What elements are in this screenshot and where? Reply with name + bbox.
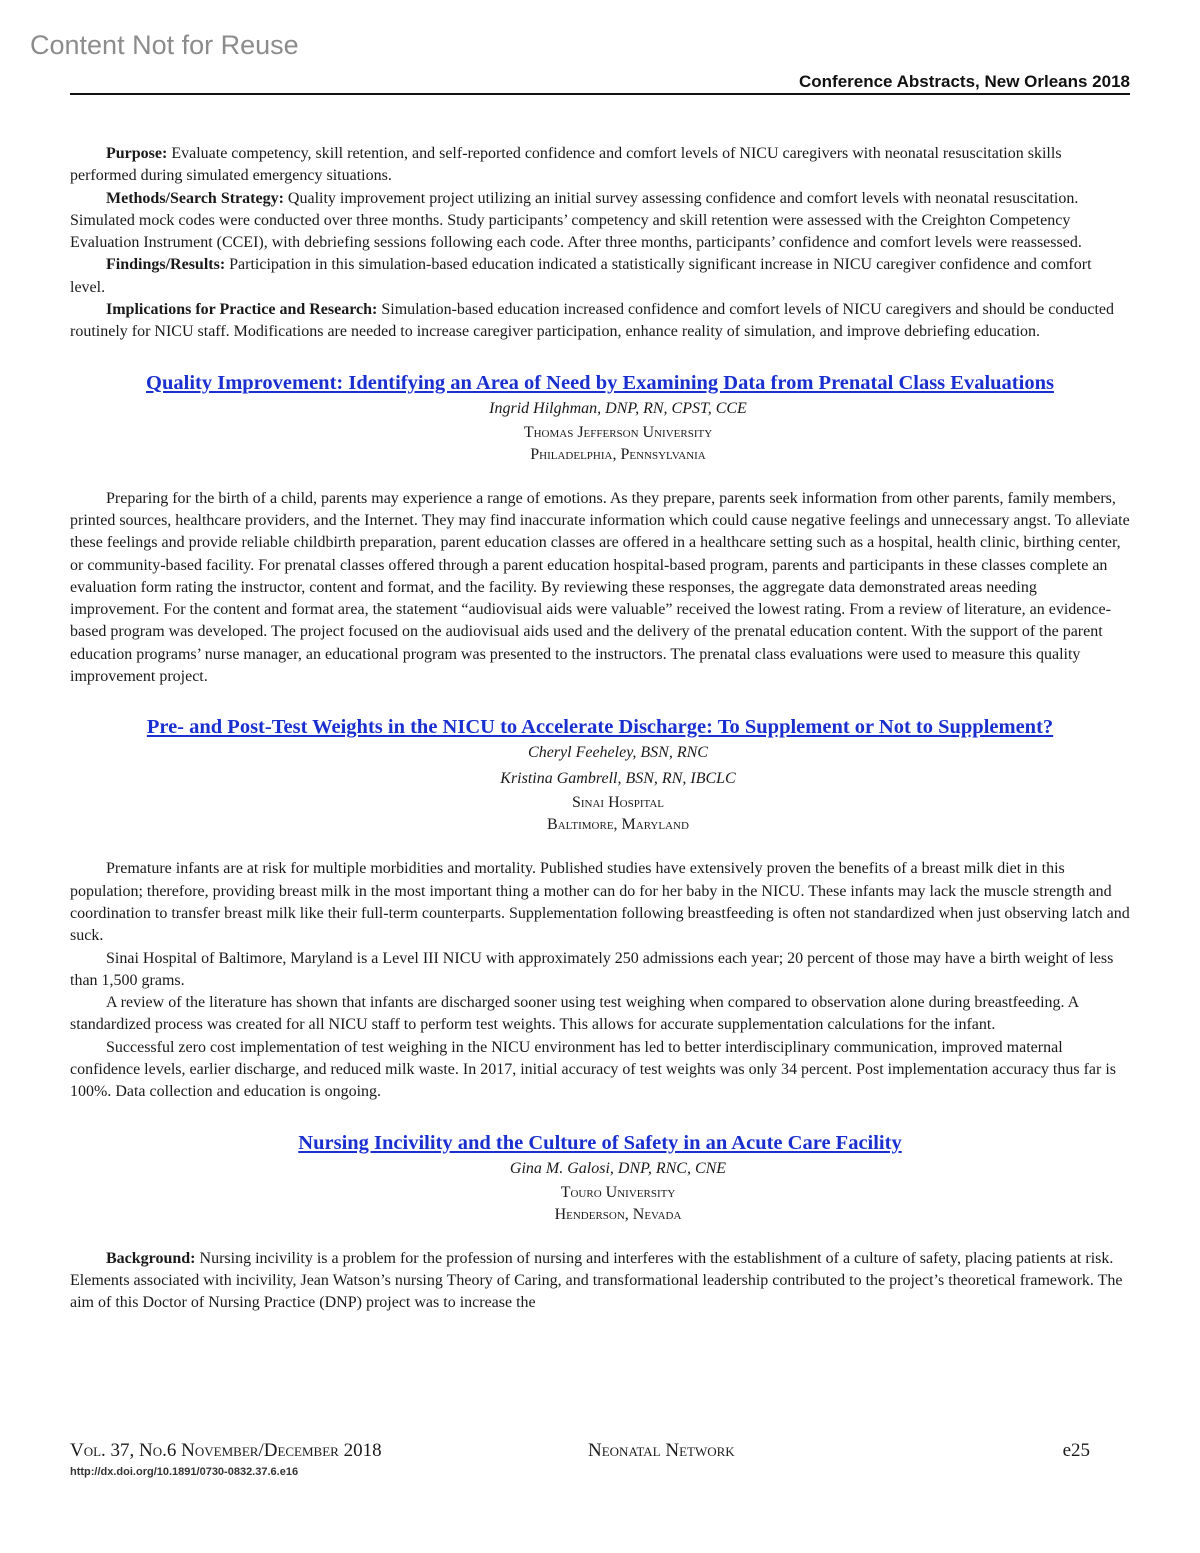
paragraph-lead: Implications for Practice and Research: [106,301,378,319]
affiliation-institution: Thomas Jefferson University [523,423,713,441]
author: Kristina Gambrell, BSN, RN, IBCLC [500,770,736,788]
watermark: Content Not for Reuse [30,30,299,60]
paragraph-lead: Findings/Results: [106,256,226,274]
continued-abstract [70,143,1130,344]
volume-issue: Vol. 37, No.6 November/December 2018 [70,1440,382,1461]
paragraph-lead: Background: [106,1249,196,1267]
abstract-paragraph: A review of the literature has shown that infants are discharged sooner using test weighing when compared to observation alone during breastfeeding. A standardized process was created for all NICU staff to perform test weights. This allows for accurate supplementation calculations for the infant. [70,994,1079,1034]
page-content [70,143,1130,1315]
paragraph-text: Nursing incivility is a problem for the profession of nursing and interferes with the establishment of a culture of safety, placing patients at risk. Elements associated with incivility, Jean Watson’s nursing Theory of Caring, and transformational leadership contributed to the project’s theoretical framework. The aim of this Doctor of Nursing Practice (DNP) project was to increase the [70,1249,1123,1312]
author: Ingrid Hilghman, DNP, RN, CPST, CCE [489,399,747,417]
running-head: Conference Abstracts, New Orleans 2018 [798,72,1130,91]
header-rule [70,93,1130,95]
abstract-test-weights [70,714,1130,1103]
paragraph-text: Participation in this simulation-based education indicated a statistically significant increase in NICU caregiver confidence and comfort level. [70,256,1092,296]
abstract-paragraph [70,188,1130,255]
author: Gina M. Galosi, DNP, RNC, CNE [509,1159,727,1177]
author: Cheryl Feeheley, BSN, RNC [528,744,708,762]
abstract-title-link[interactable]: Nursing Incivility and the Culture of Safety in an Acute Care Facility [298,1131,902,1154]
affiliation-location: Philadelphia, Pennsylvania [530,445,706,463]
page-number: e25 [1062,1440,1090,1461]
paragraph-lead: Methods/Search Strategy: [106,189,284,207]
paragraph-text: Quality improvement project utilizing an initial survey assessing confidence and comfort levels with neonatal resuscitation. Simulated mock codes were conducted over three months. Study participants’ competency and skill retention were assessed with the Creighton Competency Evaluation Instrument (CCEI), with debriefing sessions following each code. After three months, participants’ confidence and comfort levels were reassessed. [70,189,1082,252]
doi-link[interactable]: http://dx.doi.org/10.1891/0730-0832.37.6.e16 [70,1466,299,1478]
affiliation-institution: Sinai Hospital [571,794,664,812]
affiliation-institution: Touro University [560,1183,676,1201]
abstract-paragraph [70,299,1130,344]
abstract-nursing-incivility [70,1130,1130,1315]
journal-name: Neonatal Network [588,1440,735,1461]
abstract-paragraph: Premature infants are at risk for multiple morbidities and mortality. Published studies have extensively proven the benefits of a breast milk diet in this population; therefore, providing breast milk in the most important thing a mother can do for her baby in the NICU. These infants may lack the muscle strength and coordination to transfer breast milk like their full-term counterparts. Supplementation following breastfeeding is often not standardized when just observing latch and suck. [70,860,1130,945]
abstract-prenatal-class [70,370,1130,689]
abstract-paragraph [70,1248,1130,1315]
abstract-paragraph: Sinai Hospital of Baltimore, Maryland is a Level III NICU with approximately 250 admissions each year; 20 percent of those may have a birth weight of less than 1,500 grams. [70,949,1114,989]
affiliation-location: Baltimore, Maryland [547,816,689,834]
abstract-paragraph: Successful zero cost implementation of test weighing in the NICU environment has led to better interdisciplinary communication, improved maternal confidence levels, earlier discharge, and reduced milk waste. In 2017, initial accuracy of test weights was only 34 percent. Post implementation accuracy thus far is 100%. Data collection and education is ongoing. [70,1038,1117,1101]
paragraph-lead: Purpose: [106,145,168,162]
abstract-paragraph [70,254,1130,299]
paragraph-text: Simulation-based education increased confidence and comfort levels of NICU caregivers and should be conducted routinely for NICU staff. Modifications are needed to increase caregiver participation, enhance reality of simulation, and improve debriefing education. [70,301,1114,341]
abstract-paragraph: Preparing for the birth of a child, parents may experience a range of emotions. As they prepare, parents seek information from other parents, family members, printed sources, healthcare providers, and the Internet. They may find inaccurate information which could cause negative feelings and unnecessary angst. To alleviate these feelings and provide reliable childbirth preparation, parent education classes are offered in a healthcare setting such as a hospital, health clinic, birthing center, or community-based facility. For prenatal classes offered through a parent education hospital-based program, parents and participants in these classes complete an evaluation form rating the instructor, content and format, and the facility. By reviewing these responses, the aggregate data demonstrated areas needing improvement. For the content and format area, the statement “audiovisual aids were valuable” received the lowest rating. From a review of literature, an evidence-based program was developed. The project focused on the audiovisual aids used and the delivery of the prenatal education content. With the support of the parent education programs’ nurse manager, an educational program was presented to the instructors. The prenatal class evaluations were used to measure this quality improvement project. [70,489,1130,686]
abstract-paragraph [70,143,1130,188]
abstract-title-link[interactable]: Quality Improvement: Identifying an Area of Need by Examining Data from Prenatal Class Evaluations [146,371,1054,394]
paragraph-text: Evaluate competency, skill retention, and self-reported confidence and comfort levels of NICU caregivers with neonatal resuscitation skills performed during simulated emergency situations. [70,145,1062,185]
affiliation-location: Henderson, Nevada [554,1205,682,1223]
abstract-title-link[interactable]: Pre- and Post-Test Weights in the NICU to Accelerate Discharge: To Supplement or Not to Supplement? [146,716,1054,739]
